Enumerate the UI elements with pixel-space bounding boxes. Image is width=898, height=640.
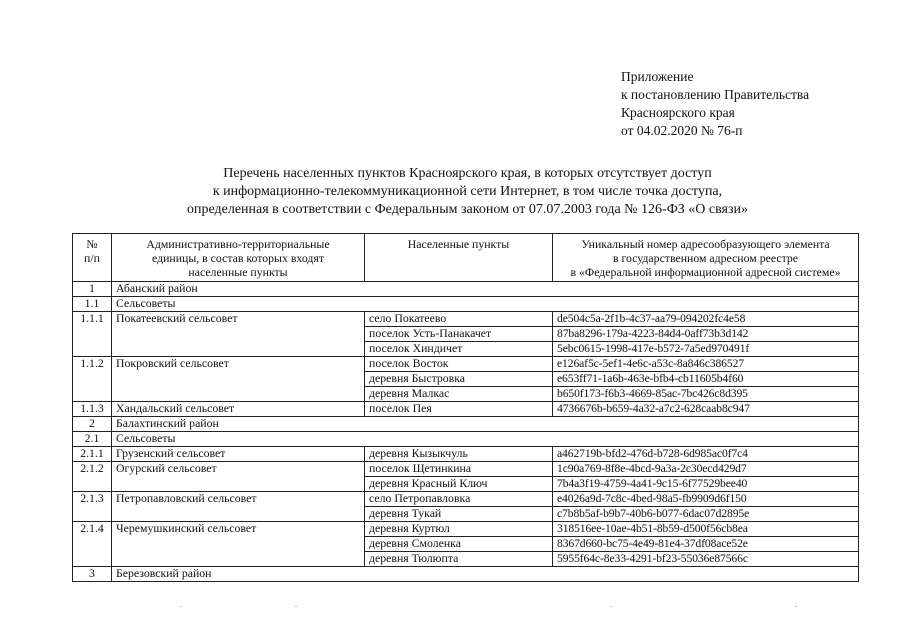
section-title: Балахтинский район <box>112 417 859 432</box>
title-line: к информационно-телекоммуникационной сети Интернет, в том числе точка доступа, <box>212 184 723 199</box>
settlement-cell: деревня Смоленка <box>365 537 553 552</box>
header-fias-code-line: Уникальный номер адресообразующего элемента <box>581 237 830 251</box>
appendix-line: от 04.02.2020 № 76-п <box>621 123 743 138</box>
admin-unit-cell: Покатеевский сельсовет <box>112 312 365 357</box>
section-row <box>73 567 859 582</box>
scan-dot <box>795 606 797 607</box>
appendix-block <box>621 68 891 140</box>
table-row <box>73 462 859 477</box>
settlement-cell: поселок Пея <box>365 402 553 417</box>
settlement-cell: поселок Хиндичет <box>365 342 553 357</box>
admin-unit-cell: Хандальский сельсовет <box>112 402 365 417</box>
table-row <box>73 447 859 462</box>
fias-code-cell: e4026a9d-7c8c-4bed-98a5-fb9909d6f150 <box>553 492 859 507</box>
table-header-row <box>73 234 859 282</box>
row-number: 2.1.2 <box>73 462 112 492</box>
table-row <box>73 312 859 327</box>
header-number <box>73 234 112 282</box>
row-number: 1.1.1 <box>73 312 112 357</box>
settlement-cell: село Петропавловка <box>365 492 553 507</box>
header-fias-code <box>553 234 859 282</box>
header-number-line: п/п <box>84 251 100 265</box>
settlement-cell: село Покатеево <box>365 312 553 327</box>
settlement-cell: деревня Кызыкчуль <box>365 447 553 462</box>
fias-code-cell: 5ebc0615-1998-417e-b572-7a5ed970491f <box>553 342 859 357</box>
row-number: 2.1.4 <box>73 522 112 567</box>
header-settlement <box>365 234 553 282</box>
settlement-cell: деревня Куртюл <box>365 522 553 537</box>
appendix-line: Приложение <box>621 69 694 84</box>
fias-code-cell: 5955f64c-8e33-4291-bf23-55036e87566c <box>553 552 859 567</box>
header-settlement-line: Населенные пункты <box>407 237 510 251</box>
settlements-table <box>72 233 859 582</box>
section-title: Березовский район <box>112 567 859 582</box>
header-admin-unit <box>112 234 365 282</box>
row-number: 2.1.3 <box>73 492 112 522</box>
scan-dot <box>180 606 182 607</box>
fias-code-cell: 8367d660-bc75-4e49-81e4-37df08ace52e <box>553 537 859 552</box>
row-number: 1.1.3 <box>73 402 112 417</box>
header-admin-unit-line: населенные пункты <box>188 265 288 279</box>
settlement-cell: поселок Щетинкина <box>365 462 553 477</box>
fias-code-cell: 4736676b-b659-4a32-a7c2-628caab8c947 <box>553 402 859 417</box>
fias-code-cell: 318516ee-10ae-4b51-8b59-d500f56cb8ea <box>553 522 859 537</box>
header-fias-code-line: в государственном адресном реестре <box>612 251 799 265</box>
document-title <box>140 165 795 219</box>
fias-code-cell: e126af5c-5ef1-4e6c-a53c-8a846c386527 <box>553 357 859 372</box>
settlement-cell: деревня Малкас <box>365 387 553 402</box>
fias-code-cell: 87ba8296-179a-4223-84d4-0aff73b3d142 <box>553 327 859 342</box>
settlement-cell: деревня Тукай <box>365 507 553 522</box>
section-row <box>73 417 859 432</box>
scan-dot <box>295 606 297 607</box>
fias-code-cell: 7b4a3f19-4759-4a41-9c15-6f77529bee40 <box>553 477 859 492</box>
header-number-line: № <box>86 237 98 251</box>
settlement-cell: деревня Красный Ключ <box>365 477 553 492</box>
row-number: 2 <box>73 417 112 432</box>
settlement-cell: деревня Тюлюпта <box>365 552 553 567</box>
settlement-cell: поселок Восток <box>365 357 553 372</box>
section-title: Абанский район <box>112 282 859 297</box>
appendix-line: к постановлению Правительства <box>621 87 810 102</box>
row-number: 1 <box>73 282 112 297</box>
row-number: 1.1 <box>73 297 112 312</box>
row-number: 3 <box>73 567 112 582</box>
admin-unit-cell: Огурский сельсовет <box>112 462 365 492</box>
admin-unit-cell: Грузенский сельсовет <box>112 447 365 462</box>
section-title: Сельсоветы <box>112 432 859 447</box>
section-row <box>73 432 859 447</box>
fias-code-cell: a462719b-bfd2-476d-b728-6d985ac0f7c4 <box>553 447 859 462</box>
table-row <box>73 522 859 537</box>
table-body <box>73 282 859 582</box>
row-number: 2.1.1 <box>73 447 112 462</box>
scan-dot <box>610 606 612 607</box>
header-admin-unit-line: единицы, в состав которых входят <box>151 251 324 265</box>
table-row <box>73 492 859 507</box>
table-row <box>73 357 859 372</box>
row-number: 2.1 <box>73 432 112 447</box>
admin-unit-cell: Покровский сельсовет <box>112 357 365 402</box>
title-line: определенная в соответствии с Федеральным законом от 07.07.2003 года № 126-ФЗ «О связи» <box>186 202 748 217</box>
row-number: 1.1.2 <box>73 357 112 402</box>
admin-unit-cell: Петропавловский сельсовет <box>112 492 365 522</box>
section-row <box>73 297 859 312</box>
table-row <box>73 402 859 417</box>
header-admin-unit-line: Административно-территориальные <box>146 237 330 251</box>
section-title: Сельсоветы <box>112 297 859 312</box>
fias-code-cell: de504c5a-2f1b-4c37-aa79-094202fc4e58 <box>553 312 859 327</box>
fias-code-cell: b650f173-f6b3-4669-85ac-7bc426c8d395 <box>553 387 859 402</box>
fias-code-cell: c7b8b5af-b9b7-40b6-b077-6dac07d2895e <box>553 507 859 522</box>
settlement-cell: поселок Усть-Панакачет <box>365 327 553 342</box>
fias-code-cell: 1c90a769-8f8e-4bcd-9a3a-2c30ecd429d7 <box>553 462 859 477</box>
admin-unit-cell: Черемушкинский сельсовет <box>112 522 365 567</box>
header-fias-code-line: в «Федеральной информационной адресной системе» <box>570 265 841 279</box>
fias-code-cell: e653ff71-1a6b-463e-bfb4-cb11605b4f60 <box>553 372 859 387</box>
title-line: Перечень населенных пунктов Красноярского края, в которых отсутствует доступ <box>223 166 712 181</box>
section-row <box>73 282 859 297</box>
settlement-cell: деревня Быстровка <box>365 372 553 387</box>
appendix-line: Красноярского края <box>621 105 735 120</box>
